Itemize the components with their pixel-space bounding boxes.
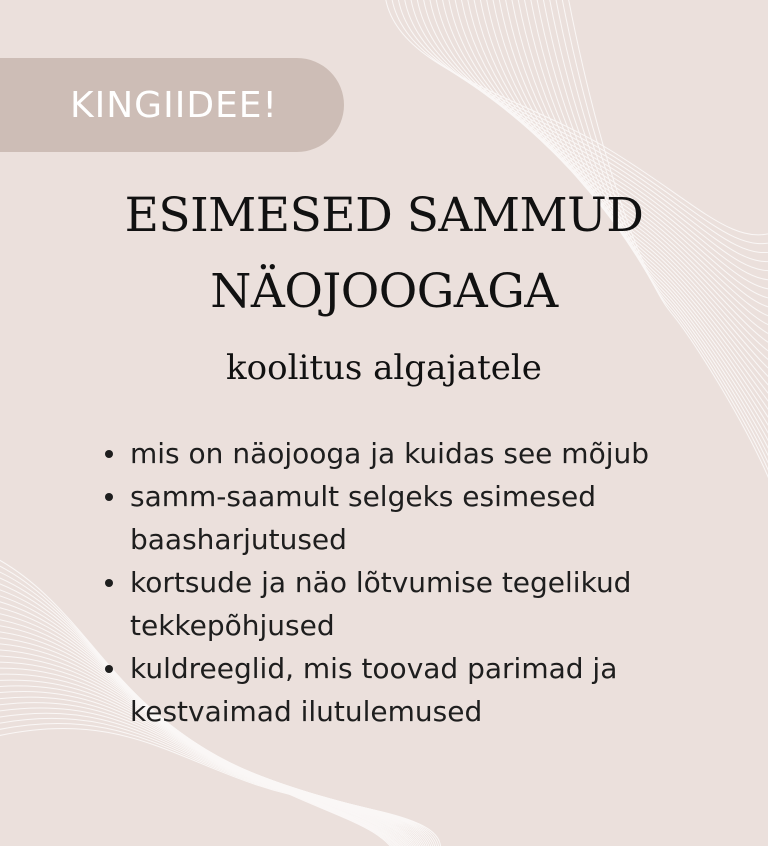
list-item-line: kuldreeglid, mis toovad parimad ja bbox=[130, 652, 618, 685]
list-item-line: kortsude ja näo lõtvumise tegelikud bbox=[130, 566, 632, 599]
list-item-line: baasharjutused bbox=[130, 523, 347, 556]
list-item-line: samm-saamult selgeks esimesed bbox=[130, 480, 596, 513]
subtitle: koolitus algajatele bbox=[226, 348, 542, 388]
bullet-icon bbox=[105, 450, 113, 458]
gift-idea-tag bbox=[0, 58, 344, 152]
title-line-1: ESIMESED SAMMUD bbox=[124, 188, 644, 243]
feature-list bbox=[102, 432, 742, 733]
wave-line bbox=[429, 0, 768, 299]
list-item bbox=[102, 647, 742, 733]
list-item bbox=[102, 561, 742, 647]
gift-idea-label: KINGIIDEE! bbox=[70, 84, 278, 126]
list-item bbox=[102, 432, 742, 475]
bullet-icon bbox=[105, 665, 113, 673]
list-item bbox=[102, 475, 742, 561]
list-item-line: tekkepõhjused bbox=[130, 609, 335, 642]
title-line-2: NÄOJOOGAGA bbox=[210, 264, 558, 319]
bullet-icon bbox=[105, 493, 113, 501]
list-item-line: mis on näojooga ja kuidas see mõjub bbox=[130, 437, 650, 470]
bullet-icon bbox=[105, 579, 113, 587]
list-item-line: kestvaimad ilutulemused bbox=[130, 695, 483, 728]
